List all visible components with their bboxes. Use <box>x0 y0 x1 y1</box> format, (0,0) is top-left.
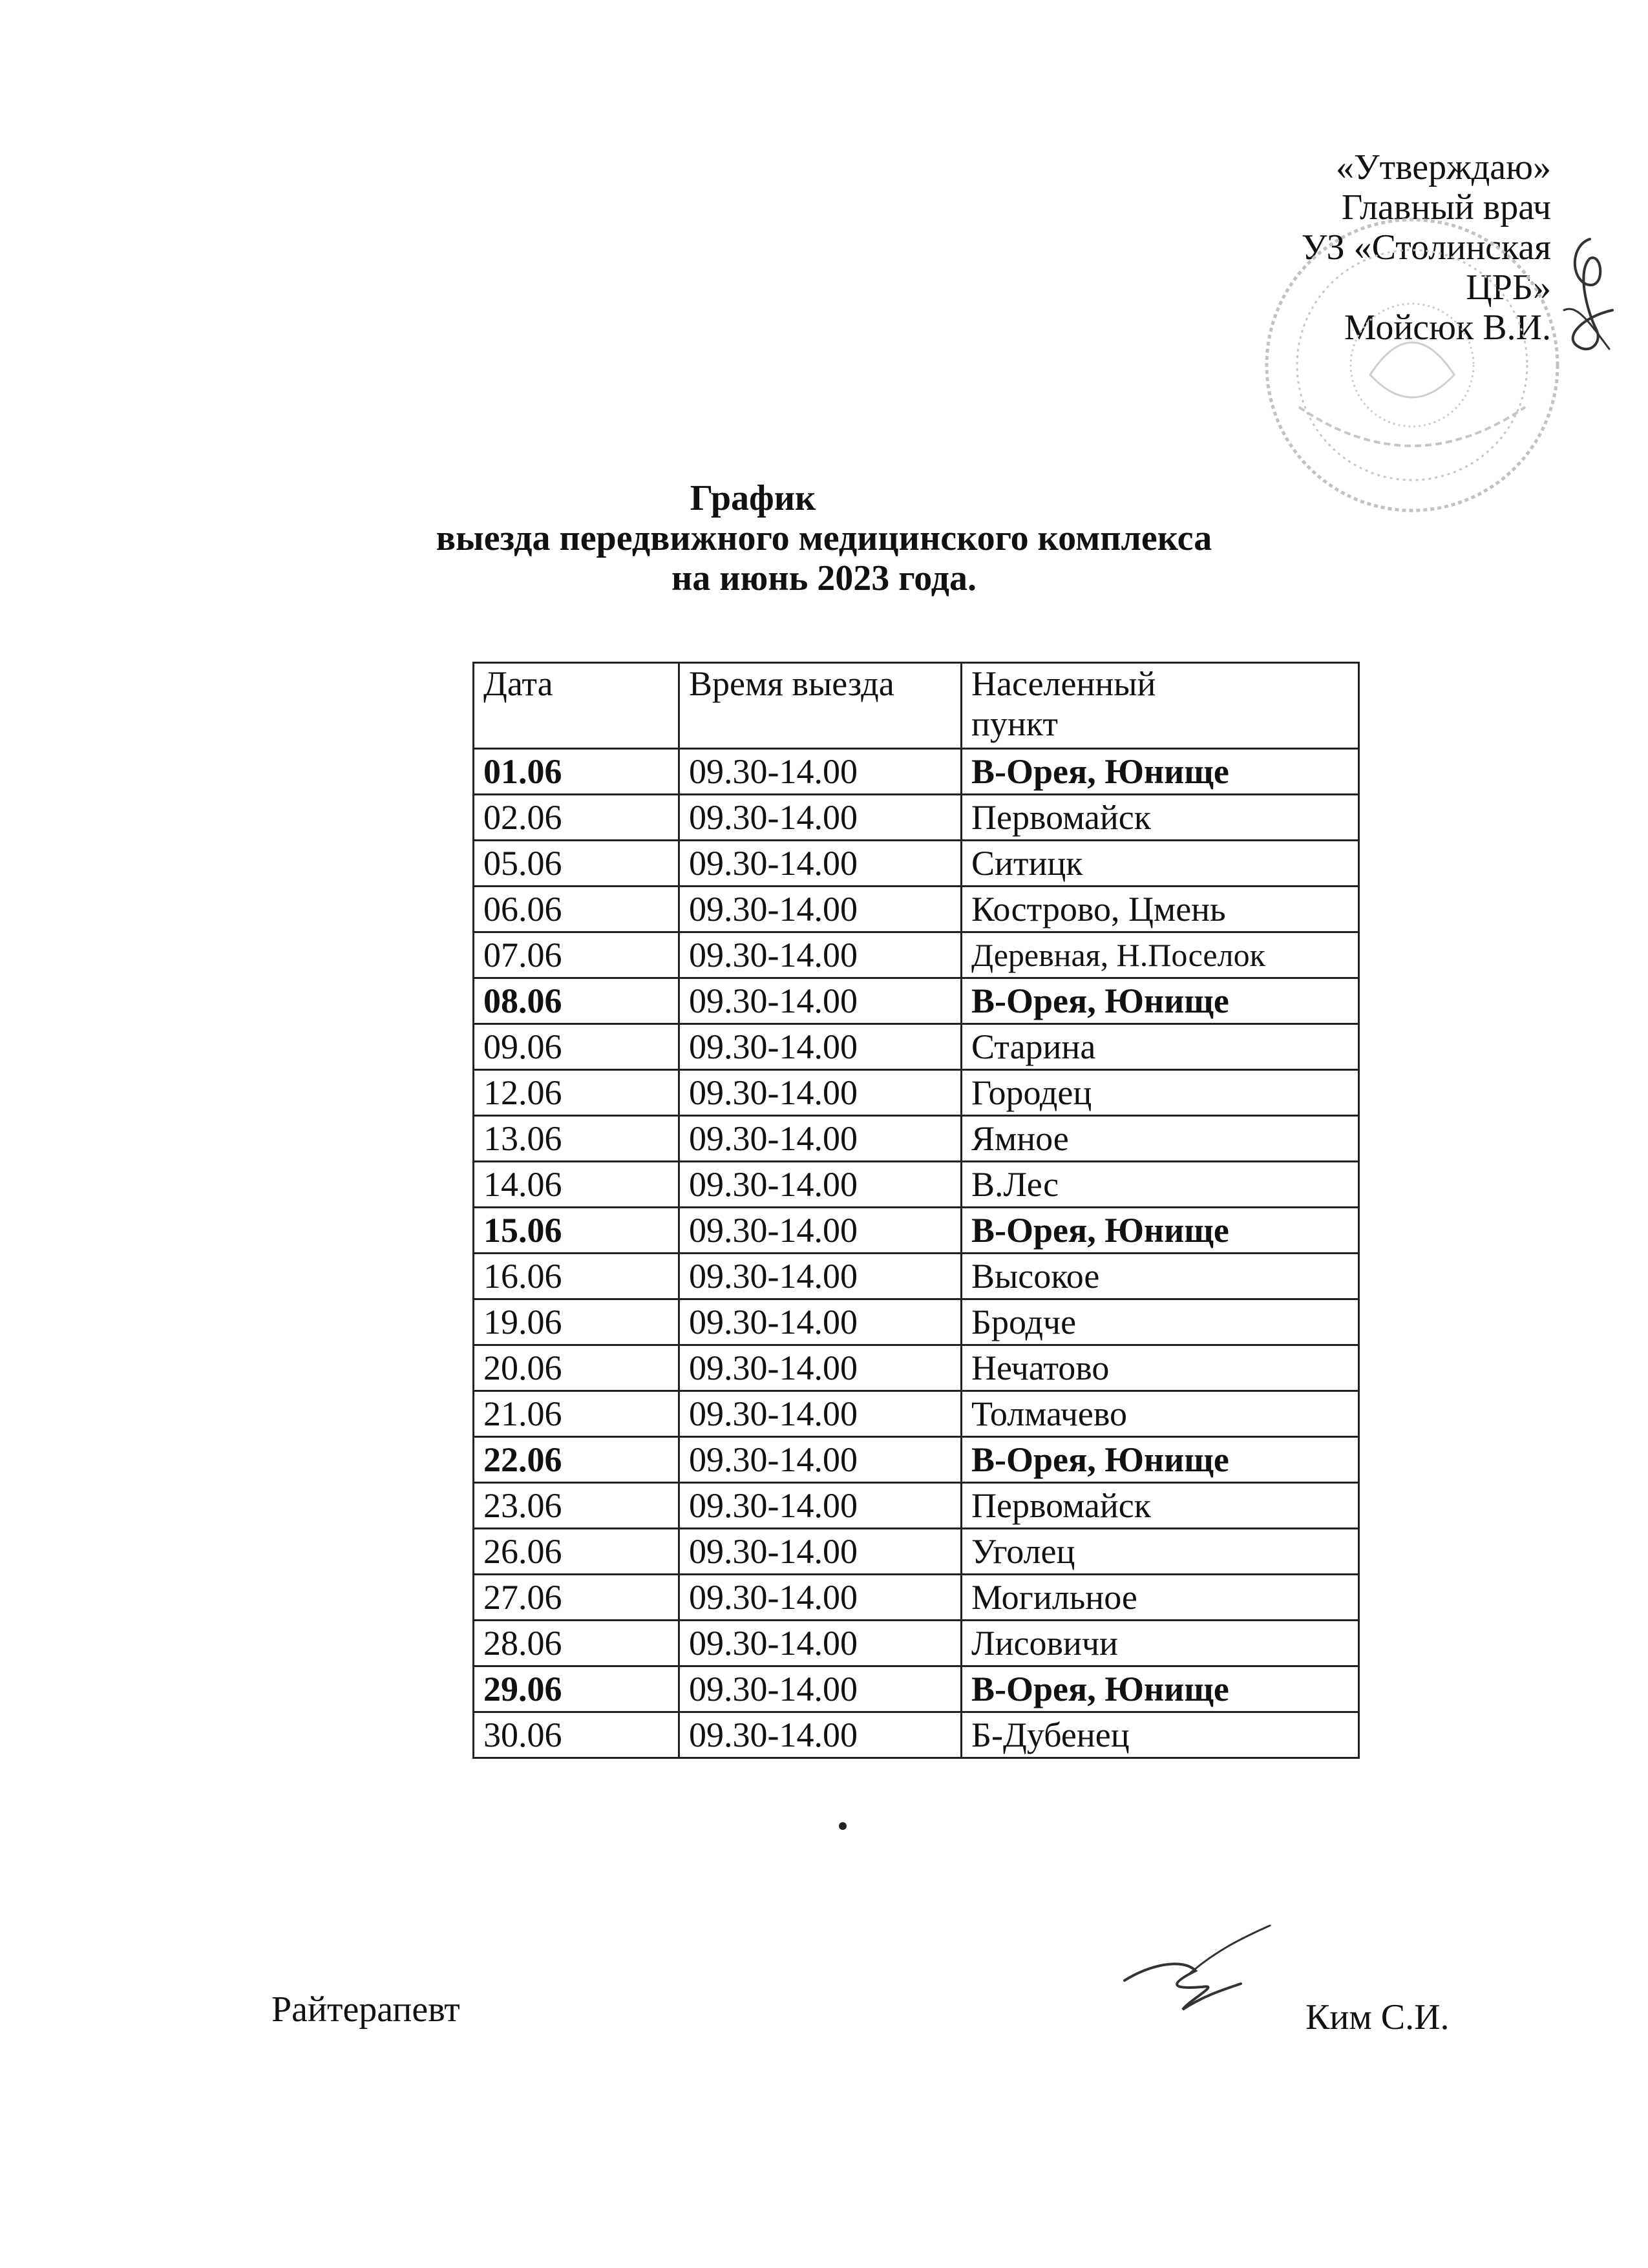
cell-date: 09.06 <box>474 1024 679 1070</box>
document-title <box>0 478 1648 598</box>
approval-heading: «Утверждаю» <box>1336 147 1551 187</box>
cell-time: 09.30-14.00 <box>679 795 962 841</box>
cell-place: В-Орея, Юнище <box>962 978 1359 1024</box>
cell-date: 16.06 <box>474 1254 679 1299</box>
table-header-row <box>474 663 1359 749</box>
table-row <box>474 978 1359 1024</box>
cell-place: В-Орея, Юнище <box>962 1208 1359 1254</box>
title-line-1: График <box>690 478 816 518</box>
cell-date: 20.06 <box>474 1345 679 1391</box>
cell-time: 09.30-14.00 <box>679 1208 962 1254</box>
cell-place: Толмачево <box>962 1391 1359 1437</box>
therapist-signature <box>1112 1919 1280 2016</box>
table-row <box>474 1712 1359 1758</box>
approval-organization-suffix: ЦРБ» <box>1466 268 1551 308</box>
cell-date: 14.06 <box>474 1162 679 1208</box>
cell-date: 26.06 <box>474 1529 679 1575</box>
cell-date: 30.06 <box>474 1712 679 1758</box>
cell-time: 09.30-14.00 <box>679 1116 962 1162</box>
cell-date: 22.06 <box>474 1437 679 1483</box>
ink-dot <box>839 1822 847 1830</box>
table-row <box>474 1437 1359 1483</box>
cell-time: 09.30-14.00 <box>679 1575 962 1621</box>
cell-date: 28.06 <box>474 1621 679 1666</box>
chief-signature <box>1551 233 1622 362</box>
cell-time: 09.30-14.00 <box>679 1345 962 1391</box>
table-row <box>474 1483 1359 1529</box>
cell-time: 09.30-14.00 <box>679 1437 962 1483</box>
cell-place: Высокое <box>962 1254 1359 1299</box>
title-line-2: выезда передвижного медицинского комплекса <box>436 518 1212 558</box>
cell-time: 09.30-14.00 <box>679 1621 962 1666</box>
cell-date: 07.06 <box>474 932 679 978</box>
cell-time: 09.30-14.00 <box>679 841 962 887</box>
header-time: Время выезда <box>679 663 962 749</box>
table-row <box>474 1575 1359 1621</box>
table-row <box>474 1162 1359 1208</box>
cell-place: Старина <box>962 1024 1359 1070</box>
cell-place: Могильное <box>962 1575 1359 1621</box>
cell-place: Деревная, Н.Поселок <box>962 932 1359 978</box>
cell-place: Уголец <box>962 1529 1359 1575</box>
table-row <box>474 1345 1359 1391</box>
cell-place: Первомайск <box>962 795 1359 841</box>
cell-time: 09.30-14.00 <box>679 1299 962 1345</box>
cell-date: 23.06 <box>474 1483 679 1529</box>
header-place-line-2: пункт <box>971 704 1058 743</box>
official-stamp <box>1260 213 1564 517</box>
header-place <box>962 663 1359 749</box>
table-row <box>474 1024 1359 1070</box>
table-row <box>474 1529 1359 1575</box>
cell-place: Первомайск <box>962 1483 1359 1529</box>
cell-place: Кострово, Цмень <box>962 887 1359 932</box>
cell-place: В.Лес <box>962 1162 1359 1208</box>
cell-place: Нечатово <box>962 1345 1359 1391</box>
table-row <box>474 749 1359 795</box>
table-row <box>474 1070 1359 1116</box>
cell-time: 09.30-14.00 <box>679 887 962 932</box>
cell-date: 19.06 <box>474 1299 679 1345</box>
title-line-3: на июнь 2023 года. <box>671 558 977 598</box>
cell-time: 09.30-14.00 <box>679 1666 962 1712</box>
cell-time: 09.30-14.00 <box>679 1391 962 1437</box>
approval-position: Главный врач <box>1341 187 1551 227</box>
cell-date: 12.06 <box>474 1070 679 1116</box>
table-row <box>474 1621 1359 1666</box>
cell-place: Городец <box>962 1070 1359 1116</box>
cell-date: 13.06 <box>474 1116 679 1162</box>
header-date: Дата <box>474 663 679 749</box>
cell-place: Бродче <box>962 1299 1359 1345</box>
header-place-line-1: Населенный <box>971 664 1156 703</box>
table-row <box>474 841 1359 887</box>
cell-place: Ямное <box>962 1116 1359 1162</box>
cell-place: В-Орея, Юнище <box>962 1666 1359 1712</box>
table-row <box>474 1391 1359 1437</box>
table-row <box>474 887 1359 932</box>
approval-organization: УЗ «Столинская <box>1301 227 1551 268</box>
cell-time: 09.30-14.00 <box>679 1529 962 1575</box>
cell-place: В-Орея, Юнище <box>962 749 1359 795</box>
cell-time: 09.30-14.00 <box>679 1024 962 1070</box>
cell-time: 09.30-14.00 <box>679 978 962 1024</box>
footer-name: Ким С.И. <box>1305 1997 1450 2037</box>
cell-time: 09.30-14.00 <box>679 1162 962 1208</box>
cell-date: 29.06 <box>474 1666 679 1712</box>
cell-place: Ситицк <box>962 841 1359 887</box>
cell-date: 02.06 <box>474 795 679 841</box>
cell-date: 15.06 <box>474 1208 679 1254</box>
table-body <box>474 749 1359 1758</box>
cell-time: 09.30-14.00 <box>679 749 962 795</box>
cell-place: В-Орея, Юнище <box>962 1437 1359 1483</box>
table-row <box>474 1666 1359 1712</box>
schedule-table <box>472 662 1360 1759</box>
table-row <box>474 1299 1359 1345</box>
footer-position: Райтерапевт <box>271 1990 460 2030</box>
table-row <box>474 1254 1359 1299</box>
table-row <box>474 1208 1359 1254</box>
cell-date: 21.06 <box>474 1391 679 1437</box>
cell-place: Лисовичи <box>962 1621 1359 1666</box>
table-row <box>474 1116 1359 1162</box>
approval-signer-name: Мойсюк В.И. <box>1344 308 1551 348</box>
cell-date: 05.06 <box>474 841 679 887</box>
cell-date: 08.06 <box>474 978 679 1024</box>
table-row <box>474 932 1359 978</box>
cell-time: 09.30-14.00 <box>679 1070 962 1116</box>
table-row <box>474 795 1359 841</box>
cell-time: 09.30-14.00 <box>679 1712 962 1758</box>
cell-date: 27.06 <box>474 1575 679 1621</box>
cell-time: 09.30-14.00 <box>679 932 962 978</box>
cell-date: 06.06 <box>474 887 679 932</box>
cell-time: 09.30-14.00 <box>679 1483 962 1529</box>
cell-time: 09.30-14.00 <box>679 1254 962 1299</box>
cell-place: Б-Дубенец <box>962 1712 1359 1758</box>
cell-date: 01.06 <box>474 749 679 795</box>
